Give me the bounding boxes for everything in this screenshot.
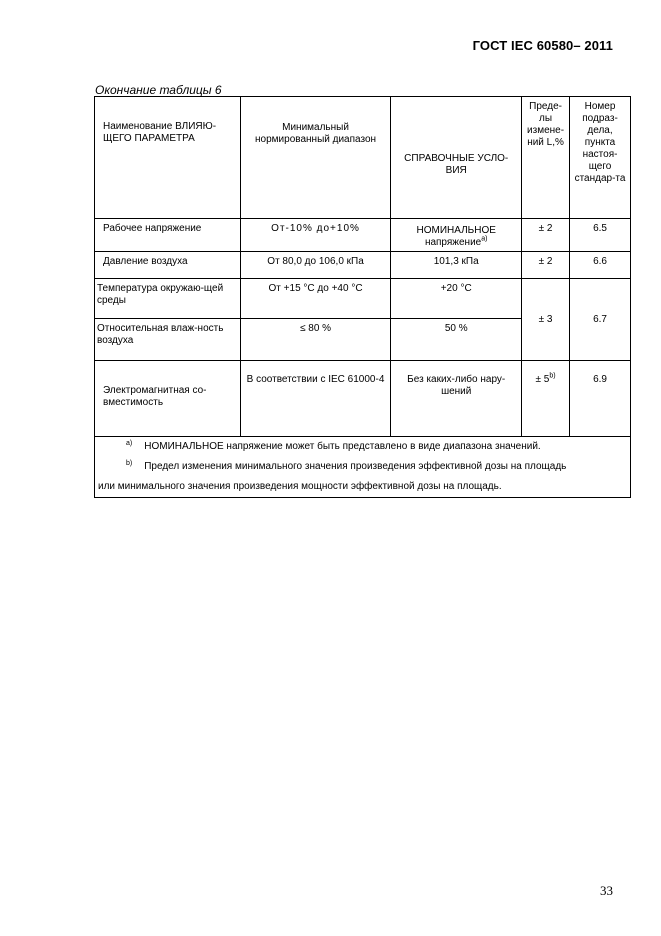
clause-cell: 6.5: [570, 219, 631, 252]
limit-text: ± 5: [535, 374, 550, 385]
range-cell: От-10% до+10%: [240, 219, 391, 252]
footnotes-cell: [95, 437, 631, 498]
table-caption: Окончание таблицы 6: [95, 83, 222, 97]
parameter-cell: Относительная влаж-ность воздуха: [95, 319, 241, 361]
footnote-b-continuation: или минимального значения произведения мощности эффективной дозы на площадь.: [98, 481, 502, 492]
range-cell: ≤ 80 %: [240, 319, 391, 361]
parameter-cell: Температура окружаю-щей среды: [95, 279, 241, 319]
table-row: [95, 361, 631, 437]
footnote-b-text: Предел изменения минимального значения произведения эффективной дозы на площадь: [144, 461, 567, 472]
limit-cell: ± 3: [522, 279, 570, 361]
header-limits: Преде-лы измене-ний L,%: [522, 97, 570, 219]
page-number: 33: [600, 883, 613, 898]
limit-cell: [522, 361, 570, 437]
limit-cell: ± 2: [522, 219, 570, 252]
footnote-b: [98, 457, 627, 477]
table-row: [95, 219, 631, 252]
footnotes-row: [95, 437, 631, 498]
footnote-a-mark: a): [126, 439, 133, 447]
parameter-cell: Давление воздуха: [95, 252, 241, 279]
reference-cell: 101,3 кПа: [391, 252, 522, 279]
header-reference-conditions: СПРАВОЧНЫЕ УСЛО-ВИЯ: [391, 97, 522, 219]
table-row: [95, 279, 631, 319]
table-header-row: [95, 97, 631, 219]
range-cell: В соответствии с IEC 61000-4: [240, 361, 391, 437]
footnote-mark-a: а): [481, 235, 488, 243]
reference-cell: 50 %: [391, 319, 522, 361]
parameter-cell: Рабочее напряжение: [95, 219, 241, 252]
footnote-a-text: НОМИНАЛЬНОЕ напряжение может быть представлено в виде диапазона значений.: [144, 441, 541, 452]
footnote-a: [98, 437, 627, 457]
range-cell: От 80,0 до 106,0 кПа: [240, 252, 391, 279]
parameter-cell: Электромагнитная со-вместимость: [95, 361, 241, 437]
limit-cell: ± 2: [522, 252, 570, 279]
clause-cell: 6.9: [570, 361, 631, 437]
header-clause: Номер подраз-дела, пункта настоя-щего стандар-та: [570, 97, 631, 219]
clause-cell: 6.7: [570, 279, 631, 361]
footnote-mark-b: b): [549, 372, 556, 380]
influence-parameters-table: [94, 96, 631, 498]
reference-cell: +20 °С: [391, 279, 522, 319]
reference-cell: Без каких-либо нару-шений: [391, 361, 522, 437]
range-cell: От +15 °С до +40 °С: [240, 279, 391, 319]
reference-text: НОМИНАЛЬНОЕ напряжение: [416, 225, 496, 248]
header-parameter: Наименование ВЛИЯЮ-ЩЕГО ПАРАМЕТРА: [95, 97, 241, 219]
standard-code: ГОСТ IEC 60580– 2011: [472, 38, 613, 53]
header-range: Минимальный нормированный диапазон: [240, 97, 391, 219]
clause-cell: 6.6: [570, 252, 631, 279]
table-row: [95, 252, 631, 279]
reference-cell: [391, 219, 522, 252]
footnote-b-mark: b): [126, 459, 133, 467]
